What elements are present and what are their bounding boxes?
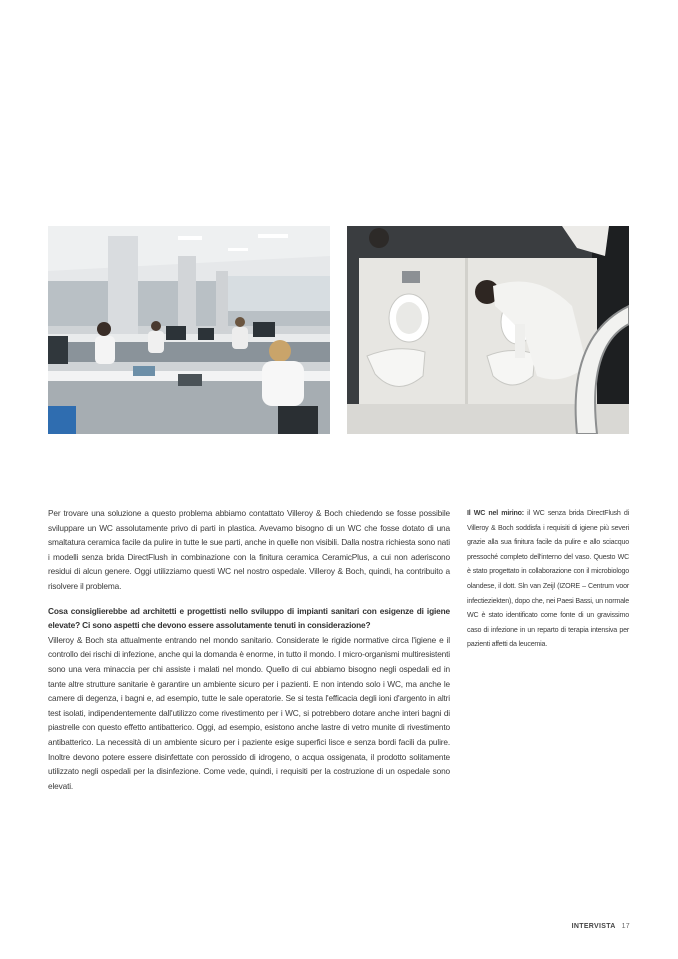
article-body — [48, 506, 450, 793]
article-paragraph: Villeroy & Boch sta attualmente entrando nel mondo sanitario. Considerate le rigide normative circa l'igiene e il controllo dei rischi di infezione, anche qui la domanda è enorme, in tutto il mondo. I micro-organismi multiresistenti sono una vera minaccia per chi assiste i malati nel mondo. Quello di cui abbiamo bisogno negli ospedali ed in tante altre strutture sanitarie è garantire un ambiente sicuro per i pazienti. E non intendo solo i WC, ma anche le camere di degenza, i bagni e, ad esempio, tutte le sale operatorie. Se si testa l'efficacia degli ioni d'argento in altri test isolati, indipendentemente dall'utilizzo come rivestimento per i WC, si potrebbero dotare anche interi bagni di piastrelle con questo effetto antibatterico. Oggi, ad esempio, esistono anche lastre di vetro munite di rivestimento antibatterico. La necessità di un ambiente sicuro per i paziente esige superfici lisce e senza bordi facili da pulire. Inoltre devono potere essere disinfettate con perossido di idrogeno, o acqua ossigenata, il prodotto solitamente utilizzato negli ospedali per la disinfezione. Come vede, quindi, i requisiti per la costruzione di un ospedale sono elevati. — [48, 634, 450, 791]
page-number: 17 — [621, 923, 630, 930]
photo-caption — [467, 506, 629, 652]
caption-text: il WC senza brida DirectFlush di Villeroy & Boch soddisfa i requisiti di igiene più severi grazie alla sua finitura facile da pulire e allo sciacquo pressoché completo dell'interno del vaso. Questo WC è stato progettato in collaborazione con il microbiologo olandese, il dott. Sln van Zeijl (IZORE – Centrum voor infectieziekten), dopo che, nei Paesi Bassi, un normale WC è stato identificato come fonte di un gravissimo caso di infezione in un reparto di terapia intensiva per pazienti affetti da leucemia. — [467, 509, 630, 649]
interview-question: Cosa consiglierebbe ad architetti e progettisti nello sviluppo di impianti sanitari con esigenze di igiene elevate? Ci sono aspetti che devono essere assolutamente tenuti in considerazione? — [48, 605, 450, 631]
section-label: INTERVISTA — [571, 923, 616, 930]
article-paragraph: Per trovare una soluzione a questo problema abbiamo contattato Villeroy & Boch chiedendo se fosse possibile sviluppare un WC assolutamente privo di parti in plastica. Avevamo bisogno di un WC che fosse dotato di una smaltatura ceramica facile da pulire in tutte le sue parti, anche in quelle non visibili. Dalla nostra richiesta sono nati i modelli senza brida DirectFlush in combinazione con la finitura ceramica CeramicPlus, a cui non aderiscono residui di alcun genere. Oggi utilizziamo questi WC nel nostro ospedale. Villeroy & Boch, quindi, ha contribuito a risolvere il problema. — [48, 508, 450, 591]
hospital-lab-photo — [48, 226, 330, 434]
page-footer — [572, 923, 630, 930]
caption-lead: Il WC nel mirino: — [467, 509, 524, 517]
wc-test-photo — [347, 226, 629, 434]
